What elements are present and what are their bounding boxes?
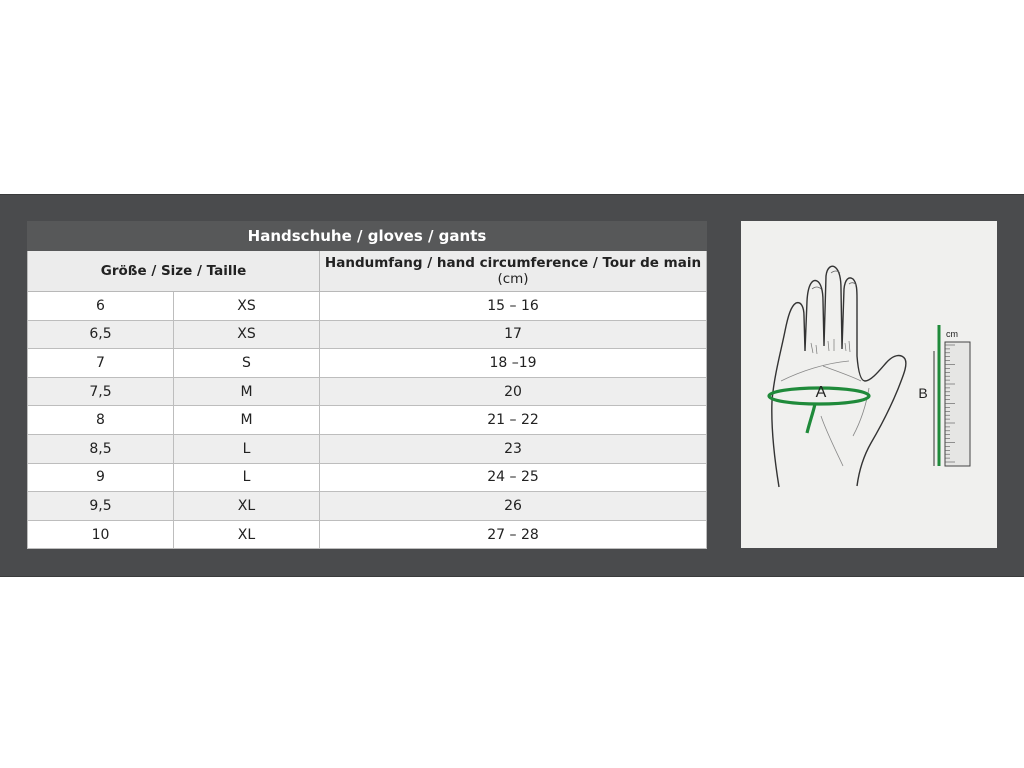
circumference-column-header — [320, 251, 707, 292]
hand-outline — [772, 266, 906, 487]
letter-size-cell: L — [174, 463, 320, 492]
table-title: Handschuhe / gloves / gants — [28, 222, 707, 251]
size-cell: 7,5 — [28, 377, 174, 406]
measurement-band-tail — [807, 404, 815, 433]
hand-diagram-svg — [741, 221, 997, 548]
circumference-cell: 18 –19 — [320, 349, 707, 378]
table-row — [28, 406, 707, 435]
table-row — [28, 463, 707, 492]
fingernail-lines — [812, 271, 856, 289]
palm-lines — [781, 361, 861, 466]
ruler-unit-label: cm — [946, 329, 958, 339]
hand-measurement-diagram — [741, 221, 997, 548]
table-row — [28, 292, 707, 321]
size-table-panel — [27, 221, 706, 548]
table-row — [28, 377, 707, 406]
circumference-cell: 17 — [320, 320, 707, 349]
letter-size-cell: L — [174, 434, 320, 463]
size-cell: 10 — [28, 520, 174, 549]
size-cell: 6 — [28, 292, 174, 321]
size-table — [27, 221, 707, 549]
size-cell: 9 — [28, 463, 174, 492]
letter-size-cell: S — [174, 349, 320, 378]
circumference-unit: (cm) — [497, 271, 529, 287]
circumference-cell: 27 – 28 — [320, 520, 707, 549]
letter-size-cell: M — [174, 406, 320, 435]
size-cell: 8 — [28, 406, 174, 435]
table-row — [28, 520, 707, 549]
label-a: A — [815, 384, 827, 401]
table-row — [28, 320, 707, 349]
table-title-row — [28, 222, 707, 251]
table-row — [28, 349, 707, 378]
circumference-cell: 20 — [320, 377, 707, 406]
label-b: B — [918, 385, 928, 401]
circumference-cell: 24 – 25 — [320, 463, 707, 492]
size-cell: 9,5 — [28, 492, 174, 521]
size-column-header: Größe / Size / Taille — [28, 251, 320, 292]
letter-size-cell: XL — [174, 520, 320, 549]
knuckle-creases — [811, 339, 850, 354]
circumference-cell: 15 – 16 — [320, 292, 707, 321]
letter-size-cell: XL — [174, 492, 320, 521]
size-cell: 7 — [28, 349, 174, 378]
size-cell: 6,5 — [28, 320, 174, 349]
circumference-cell: 23 — [320, 434, 707, 463]
table-header-row — [28, 251, 707, 292]
circumference-cell: 21 – 22 — [320, 406, 707, 435]
size-cell: 8,5 — [28, 434, 174, 463]
letter-size-cell: XS — [174, 292, 320, 321]
circumference-cell: 26 — [320, 492, 707, 521]
letter-size-cell: M — [174, 377, 320, 406]
circumference-header-label: Handumfang / hand circumference / Tour de main — [324, 255, 702, 271]
table-row — [28, 492, 707, 521]
letter-size-cell: XS — [174, 320, 320, 349]
table-row — [28, 434, 707, 463]
